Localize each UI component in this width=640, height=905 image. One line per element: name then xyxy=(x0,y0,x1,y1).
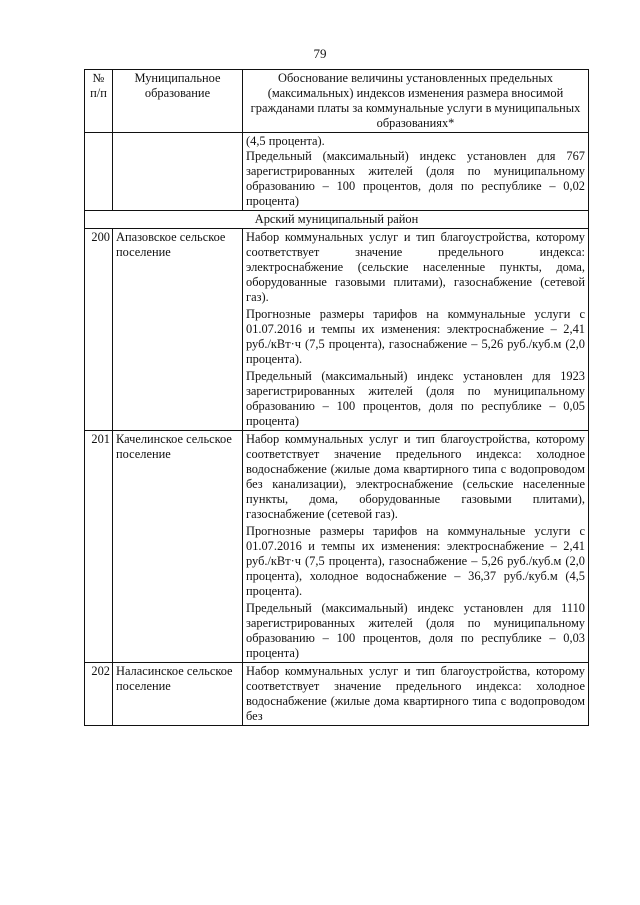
header-justification: Обоснование величины установленных предельных (максимальных) индексов изменения размера вносимой гражданами платы за коммунальные услуги в муниципальных образованиях* xyxy=(243,70,589,133)
row-municipality: Качелинское сельское поселение xyxy=(113,431,243,663)
row-municipality: Наласинское сельское поселение xyxy=(113,663,243,726)
row-number: 201 xyxy=(85,431,113,663)
row-name-cell xyxy=(113,133,243,211)
row-justification-cell xyxy=(243,431,589,663)
table-header-row xyxy=(85,70,589,133)
table-row xyxy=(85,133,589,211)
justification-paragraph: Набор коммунальных услуг и тип благоустройства, которому соответствует значение предельного индекса: холодное водоснабжение (жилые дома квартирного типа с водопроводом без xyxy=(246,664,585,723)
row-justification-cell xyxy=(243,663,589,726)
justification-paragraph: Прогнозные размеры тарифов на коммунальные услуги с 01.07.2016 и темпы их изменения: электроснабжение – 2,41 руб./кВт·ч (7,5 процента), газоснабжение – 5,26 руб./куб.м (2,0 процента), холодное водоснабжение – 36,37 руб./куб.м (4,5 процента). xyxy=(246,524,585,598)
row-justification-cell xyxy=(243,133,589,211)
justification-paragraph: Прогнозные размеры тарифов на коммунальные услуги с 01.07.2016 и темпы их изменения: электроснабжение – 2,41 руб./кВт·ч (7,5 процента), газоснабжение – 5,26 руб./куб.м (2,0 процента). xyxy=(246,307,585,366)
continuation-paragraph: Предельный (максимальный) индекс установлен для 767 зарегистрированных жителей (доля по муниципальному образованию – 100 процентов, доля по республике – 0,02 процента) xyxy=(246,149,585,208)
justification-paragraph: Набор коммунальных услуг и тип благоустройства, которому соответствует значение предельного индекса: холодное водоснабжение (жилые дома квартирного типа с водопроводом без канализации), электроснабжение (сельские населенные пункты, дома, оборудованные газовыми плитами), газоснабжение (сетевой газ). xyxy=(246,432,585,521)
district-row xyxy=(85,211,589,229)
header-municipality: Муниципальное образование xyxy=(113,70,243,133)
table-row xyxy=(85,229,589,431)
row-municipality: Апазовское сельское поселение xyxy=(113,229,243,431)
header-number: № п/п xyxy=(85,70,113,133)
district-name: Арский муниципальный район xyxy=(85,211,589,229)
justification-paragraph: Набор коммунальных услуг и тип благоустройства, которому соответствует значение предельного индекса: электроснабжение (сельские населенные пункты, дома, оборудованные газовыми плитами), газоснабжение (сетевой газ). xyxy=(246,230,585,304)
continuation-line: (4,5 процента). xyxy=(246,134,325,148)
justification-paragraph: Предельный (максимальный) индекс установлен для 1923 зарегистрированных жителей (доля по муниципальному образованию – 100 процентов, доля по республике – 0,05 процента) xyxy=(246,369,585,428)
tariff-index-table xyxy=(84,69,589,726)
row-justification-cell xyxy=(243,229,589,431)
row-number-cell xyxy=(85,133,113,211)
row-number: 200 xyxy=(85,229,113,431)
table-row xyxy=(85,663,589,726)
justification-paragraph: Предельный (максимальный) индекс установлен для 1110 зарегистрированных жителей (доля по муниципальному образованию – 100 процентов, доля по республике – 0,03 процента) xyxy=(246,601,585,660)
row-number: 202 xyxy=(85,663,113,726)
table-row xyxy=(85,431,589,663)
page-number: 79 xyxy=(313,46,327,61)
